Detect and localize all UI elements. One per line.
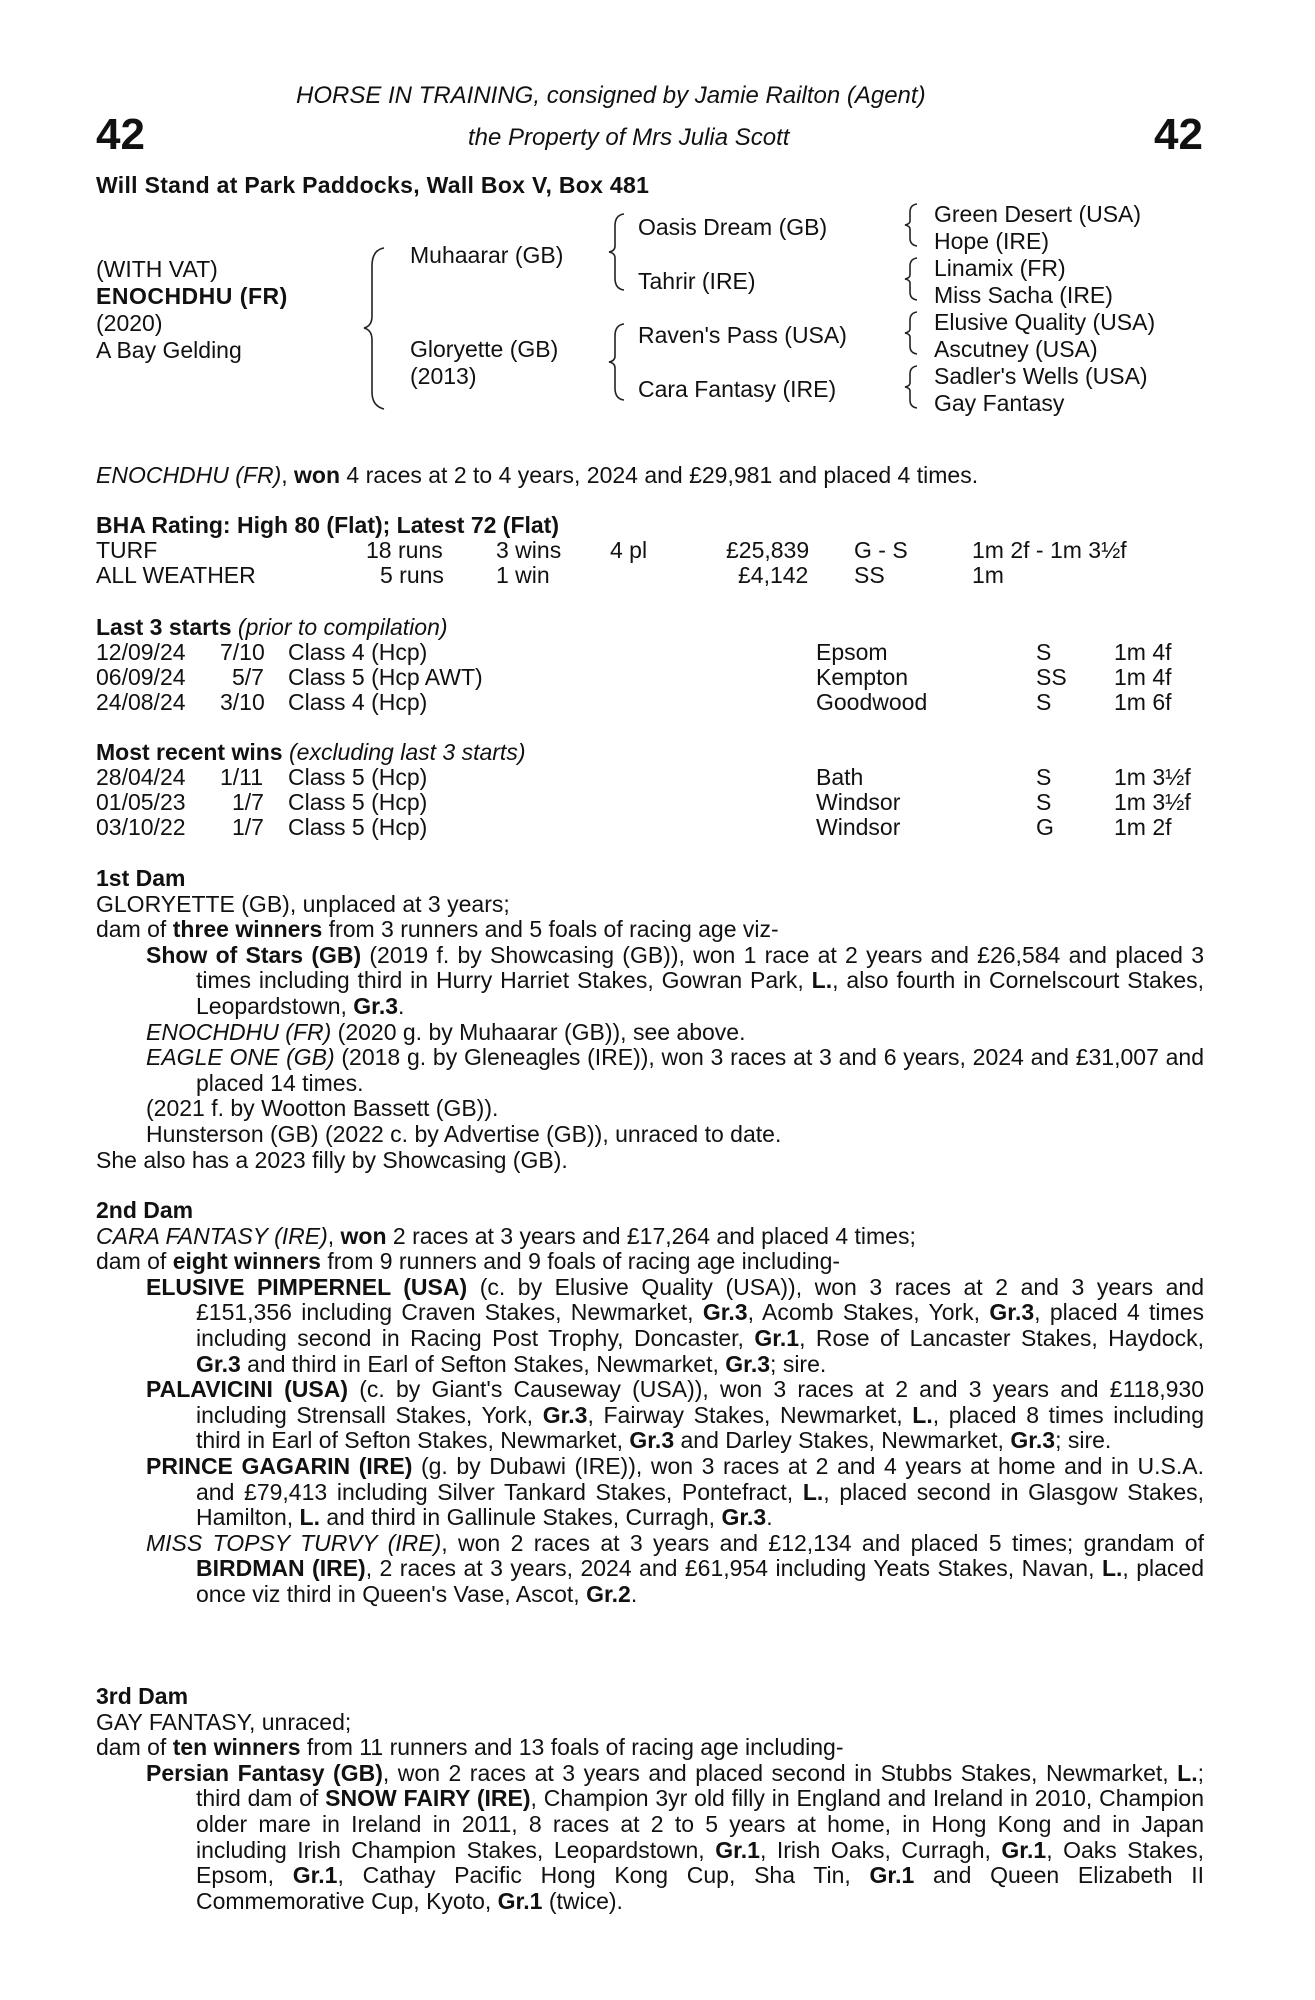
last3-heading <box>96 614 448 641</box>
dam-sire-sire: Elusive Quality (USA) <box>934 309 1156 335</box>
rating-going: G - S <box>854 537 908 563</box>
start-position: 3/10 <box>220 689 265 715</box>
list-item: ENOCHDHU (FR) (2020 g. by Muhaarar (GB)), see above. <box>146 1018 746 1045</box>
rating-money: £25,839 <box>726 537 810 563</box>
last3-title: Last 3 starts <box>96 614 232 640</box>
header-property: the Property of Mrs Julia Scott <box>468 124 790 151</box>
list-item: ELUSIVE PIMPERNEL (USA) (c. by Elusive Quality (USA)), won 3 races at 2 and 3 years and £151,356 including Craven Stakes, Newmarket, Gr.3, Acomb Stakes, York, Gr.3, placed 4 times including second in Racing Post Trophy, Doncaster, Gr.1, Rose of Lancaster Stakes, Haydock, Gr.3 and third in Earl of Sefton Stakes, Newmarket, Gr.3; sire. <box>146 1273 1205 1377</box>
win-position: 1/7 <box>232 814 264 840</box>
sire-dam: Tahrir (IRE) <box>638 268 756 294</box>
recent-wins-title: Most recent wins <box>96 739 283 765</box>
third-dam-line: GAY FANTASY, unraced; <box>96 1708 352 1735</box>
sire-dam-sire: Linamix (FR) <box>934 255 1066 281</box>
win-going: G <box>1036 814 1054 840</box>
recent-wins-heading <box>96 739 525 766</box>
start-position: 5/7 <box>232 664 264 690</box>
first-dam-note: She also has a 2023 filly by Showcasing (GB). <box>96 1146 568 1173</box>
start-going: SS <box>1036 664 1067 690</box>
win-class: Class 5 (Hcp) <box>288 814 428 840</box>
win-course: Windsor <box>816 789 901 815</box>
first-dam-produce: dam of three winners from 3 runners and 5 foals of racing age viz- <box>96 916 779 943</box>
start-going: S <box>1036 639 1052 665</box>
start-position: 7/10 <box>220 639 265 665</box>
start-date: 06/09/24 <box>96 664 186 690</box>
horse-vat: (WITH VAT) <box>96 256 218 282</box>
second-dam-line: CARA FANTASY (IRE), won 2 races at 3 years and £17,264 and placed 4 times; <box>96 1222 916 1249</box>
pedigree-brace-dd <box>902 364 922 410</box>
rating-wins: 3 wins <box>496 537 562 563</box>
sire-dam-dam: Miss Sacha (IRE) <box>934 282 1113 308</box>
summary-text: 4 races at 2 to 4 years, 2024 and £29,981 and placed 4 times. <box>340 462 979 488</box>
dam-dam-sire: Sadler's Wells (USA) <box>934 363 1148 389</box>
sire-name: Muhaarar (GB) <box>410 242 564 268</box>
sire-sire-sire: Green Desert (USA) <box>934 201 1142 227</box>
start-class: Class 4 (Hcp) <box>288 689 428 715</box>
start-distance: 1m 6f <box>1114 689 1172 715</box>
list-item: MISS TOPSY TURVY (IRE), won 2 races at 3 years and £12,134 and placed 5 times; grandam of BIRDMAN (IRE), 2 races at 3 years, 2024 and £61,954 including Yeats Stakes, Navan, L., placed once viz third in Queen's Vase, Ascot, Gr.2. <box>146 1529 1205 1607</box>
list-item: PALAVICINI (USA) (c. by Giant's Causeway (USA)), won 3 races at 2 and 3 years and £118,930 including Strensall Stakes, York, Gr.3, Fairway Stakes, Newmarket, L., placed 8 times including third in Earl of Sefton Stakes, Newmarket, Gr.3 and Darley Stakes, Newmarket, Gr.3; sire. <box>146 1376 1204 1454</box>
start-class: Class 4 (Hcp) <box>288 639 428 665</box>
win-position: 1/7 <box>232 789 264 815</box>
rating-surface: TURF <box>96 537 158 563</box>
rating-wins: 1 win <box>496 562 550 588</box>
horse-year: (2020) <box>96 310 163 336</box>
win-distance: 1m 2f <box>1114 814 1172 840</box>
win-class: Class 5 (Hcp) <box>288 789 428 815</box>
pedigree-brace-main <box>360 246 390 411</box>
pedigree-brace-ss <box>902 202 922 248</box>
win-position: 1/11 <box>220 764 264 790</box>
list-item: Show of Stars (GB) (2019 f. by Showcasing (GB)), won 1 race at 2 years and £26,584 and placed 3 times including third in Hurry Harriet Stakes, Gowran Park, L., also fourth in Cornelscourt Stakes, Leopardstown, Gr.3. <box>146 941 1205 1019</box>
first-dam-title: 1st Dam <box>96 865 186 891</box>
second-dam-title: 2nd Dam <box>96 1197 194 1223</box>
last3-note: (prior to compilation) <box>237 614 448 640</box>
lot-number-left: 42 <box>96 110 145 159</box>
second-dam-produce: dam of eight winners from 9 runners and 9 foals of racing age including- <box>96 1248 841 1275</box>
sire-sire: Oasis Dream (GB) <box>638 214 828 240</box>
start-distance: 1m 4f <box>1114 664 1172 690</box>
start-date: 12/09/24 <box>96 639 186 665</box>
start-date: 24/08/24 <box>96 689 186 715</box>
win-date: 01/05/23 <box>96 789 186 815</box>
rating-distance: 1m <box>972 562 1004 588</box>
rating-distance: 1m 2f - 1m 3½f <box>972 537 1127 563</box>
rating-surface: ALL WEATHER <box>96 562 256 588</box>
list-item: PRINCE GAGARIN (IRE) (g. by Dubawi (IRE)), won 3 races at 2 and 4 years at home and in U.S.A. and £79,413 including Silver Tankard Stakes, Pontefract, L., placed second in Glasgow Stakes, Hamilton, L. and third in Gallinule Stakes, Curragh, Gr.3. <box>146 1452 1205 1531</box>
win-distance: 1m 3½f <box>1114 789 1191 815</box>
start-course: Kempton <box>816 664 909 690</box>
rating-runs: 5 runs <box>380 562 444 588</box>
win-course: Bath <box>816 764 864 790</box>
dam-dam: Cara Fantasy (IRE) <box>638 376 837 402</box>
sire-sire-dam: Hope (IRE) <box>934 228 1050 254</box>
first-dam-section <box>96 866 1204 1173</box>
pedigree-brace-dam <box>606 322 628 402</box>
summary-won: won <box>294 462 341 488</box>
recent-wins-note: (excluding last 3 starts) <box>289 739 526 765</box>
race-summary: ENOCHDHU (FR), won 4 races at 2 to 4 years, 2024 and £29,981 and placed 4 times. <box>96 462 979 488</box>
list-item: EAGLE ONE (GB) (2018 g. by Gleneagles (IRE)), won 3 races at 3 and 6 years, 2024 and £31,007 and placed 14 times. <box>146 1044 1204 1096</box>
pedigree-brace-sire <box>606 212 628 292</box>
third-dam-title: 3rd Dam <box>96 1683 189 1709</box>
stand-location: Will Stand at Park Paddocks, Wall Box V, Box 481 <box>96 172 650 198</box>
dam-sire: Raven's Pass (USA) <box>638 322 847 348</box>
start-course: Goodwood <box>816 689 928 715</box>
lot-number-right: 42 <box>1154 110 1203 159</box>
win-date: 03/10/22 <box>96 814 186 840</box>
win-date: 28/04/24 <box>96 764 186 790</box>
list-item: Hunsterson (GB) (2022 c. by Advertise (GB)), unraced to date. <box>146 1120 782 1147</box>
pedigree-brace-ds <box>902 310 922 356</box>
third-dam-produce: dam of ten winners from 11 runners and 13 foals of racing age including- <box>96 1734 844 1761</box>
start-distance: 1m 4f <box>1114 639 1172 665</box>
horse-description: A Bay Gelding <box>96 337 242 363</box>
list-item: (2021 f. by Wootton Bassett (GB)). <box>146 1095 499 1122</box>
dam-year: (2013) <box>410 363 477 389</box>
win-going: S <box>1036 764 1052 790</box>
rating-going: SS <box>854 562 885 588</box>
dam-sire-dam: Ascutney (USA) <box>934 336 1098 362</box>
third-dam-section <box>96 1684 1204 1914</box>
start-going: S <box>1036 689 1052 715</box>
rating-runs: 18 runs <box>366 537 443 563</box>
win-distance: 1m 3½f <box>1114 764 1191 790</box>
start-course: Epsom <box>816 639 888 665</box>
win-class: Class 5 (Hcp) <box>288 764 428 790</box>
header-consignor: HORSE IN TRAINING, consigned by Jamie Railton (Agent) <box>296 82 926 109</box>
rating-title: BHA Rating: High 80 (Flat); Latest 72 (Flat) <box>96 512 559 538</box>
dam-name: Gloryette (GB) <box>410 336 559 362</box>
start-class: Class 5 (Hcp AWT) <box>288 664 483 690</box>
horse-name: ENOCHDHU (FR) <box>96 283 288 309</box>
second-dam-section <box>96 1198 1204 1608</box>
win-course: Windsor <box>816 814 901 840</box>
pedigree-brace-sd <box>902 256 922 302</box>
list-item: Persian Fantasy (GB), won 2 races at 3 years and placed second in Stubbs Stakes, Newmarket, L.; third dam of SNOW FAIRY (IRE), Champion 3yr old filly in England and Ireland in 2010, Champion older mare in Ireland in 2011, 8 races at 2 to 5 years at home, in Hong Kong and in Japan including Irish Champion Stakes, Leopardstown, Gr.1, Irish Oaks, Curragh, Gr.1, Oaks Stakes, Epsom, Gr.1, Cathay Pacific Hong Kong Cup, Sha Tin, Gr.1 and Queen Elizabeth II Commemorative Cup, Kyoto, Gr.1 (twice). <box>146 1759 1205 1914</box>
rating-placed: 4 pl <box>610 537 648 563</box>
win-going: S <box>1036 789 1052 815</box>
summary-horse-name: ENOCHDHU (FR) <box>96 462 282 488</box>
dam-dam-dam: Gay Fantasy <box>934 390 1065 416</box>
rating-money: £4,142 <box>738 562 809 588</box>
first-dam-line: GLORYETTE (GB), unplaced at 3 years; <box>96 890 510 917</box>
